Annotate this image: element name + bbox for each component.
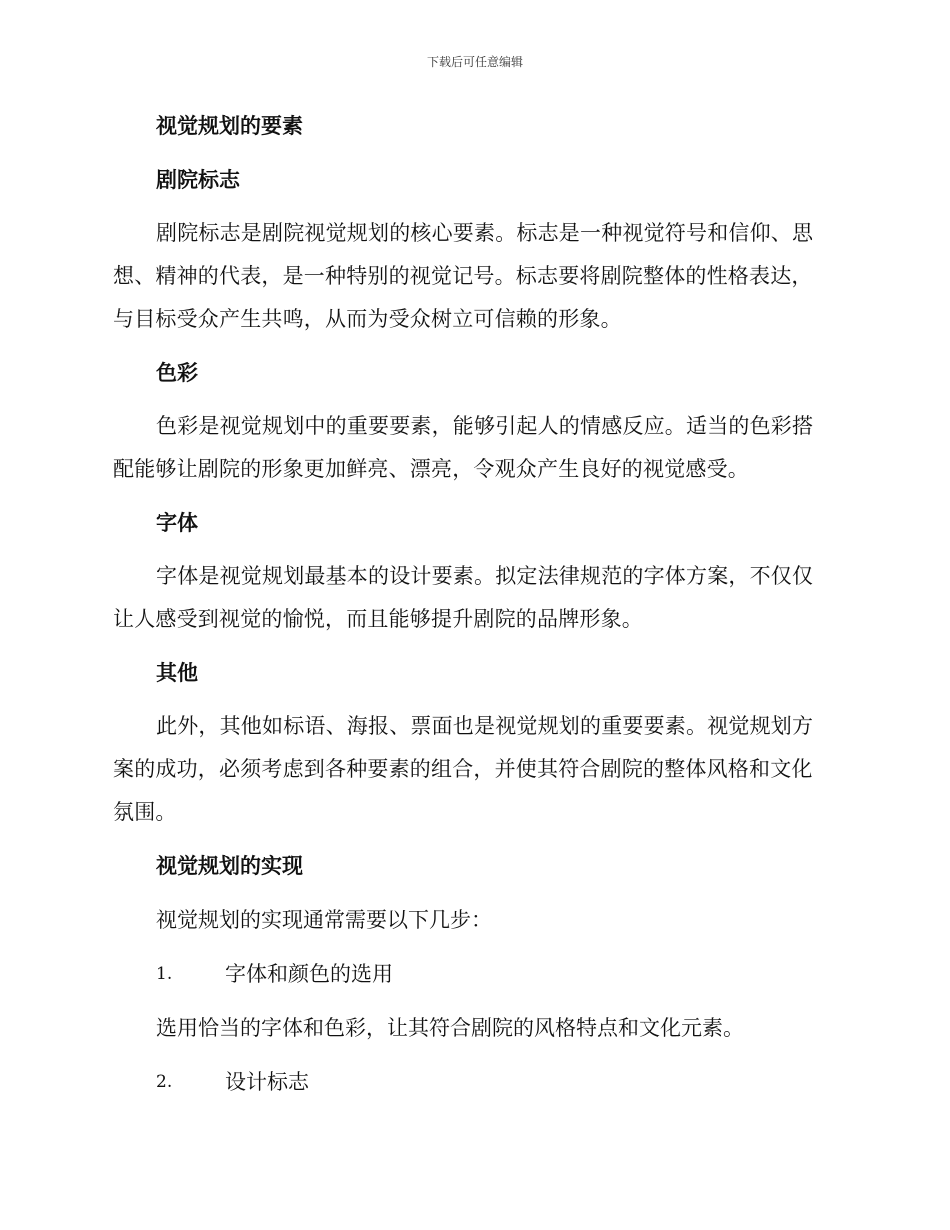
list-item-title: 设计标志: [225, 1070, 309, 1094]
paragraph-other: 此外，其他如标语、海报、票面也是视觉规划的重要要素。视觉规划方案的成功，必须考虑到各种要素的组合，并使其符合剧院的整体风格和文化氛围。: [113, 714, 814, 824]
list-item-step-2: [113, 1066, 831, 1098]
list-number: 2.: [156, 1072, 173, 1092]
subheading-other: 其他: [156, 661, 198, 685]
subheading-theater-logo: 剧院标志: [156, 168, 240, 192]
section-heading-elements: 视觉规划的要素: [156, 114, 303, 138]
list-item-step-1: [113, 958, 831, 990]
page-header: 下载后可任意编辑: [426, 55, 523, 69]
list-item-title: 字体和颜色的选用: [225, 962, 393, 986]
paragraph-implementation-intro: 视觉规划的实现通常需要以下几步：: [156, 908, 492, 932]
list-number: 1.: [156, 964, 173, 984]
section-heading-implementation: 视觉规划的实现: [156, 854, 303, 878]
paragraph-font: 字体是视觉规划最基本的设计要素。拟定法律规范的字体方案，不仅仅让人感受到视觉的愉悦，而且能够提升剧院的品牌形象。: [113, 564, 814, 631]
paragraph-color: 色彩是视觉规划中的重要要素，能够引起人的情感反应。适当的色彩搭配能够让剧院的形象更加鲜亮、漂亮，令观众产生良好的视觉感受。: [113, 414, 814, 481]
paragraph-step-1-desc: 选用恰当的字体和色彩，让其符合剧院的风格特点和文化元素。: [156, 1016, 744, 1040]
subheading-font: 字体: [156, 511, 198, 535]
subheading-color: 色彩: [156, 361, 198, 385]
document-body: [113, 110, 831, 1098]
paragraph-theater-logo: 剧院标志是剧院视觉规划的核心要素。标志是一种视觉符号和信仰、思想、精神的代表，是一种特别的视觉记号。标志要将剧院整体的性格表达，与目标受众产生共鸣，从而为受众树立可信赖的形象。: [113, 221, 814, 331]
